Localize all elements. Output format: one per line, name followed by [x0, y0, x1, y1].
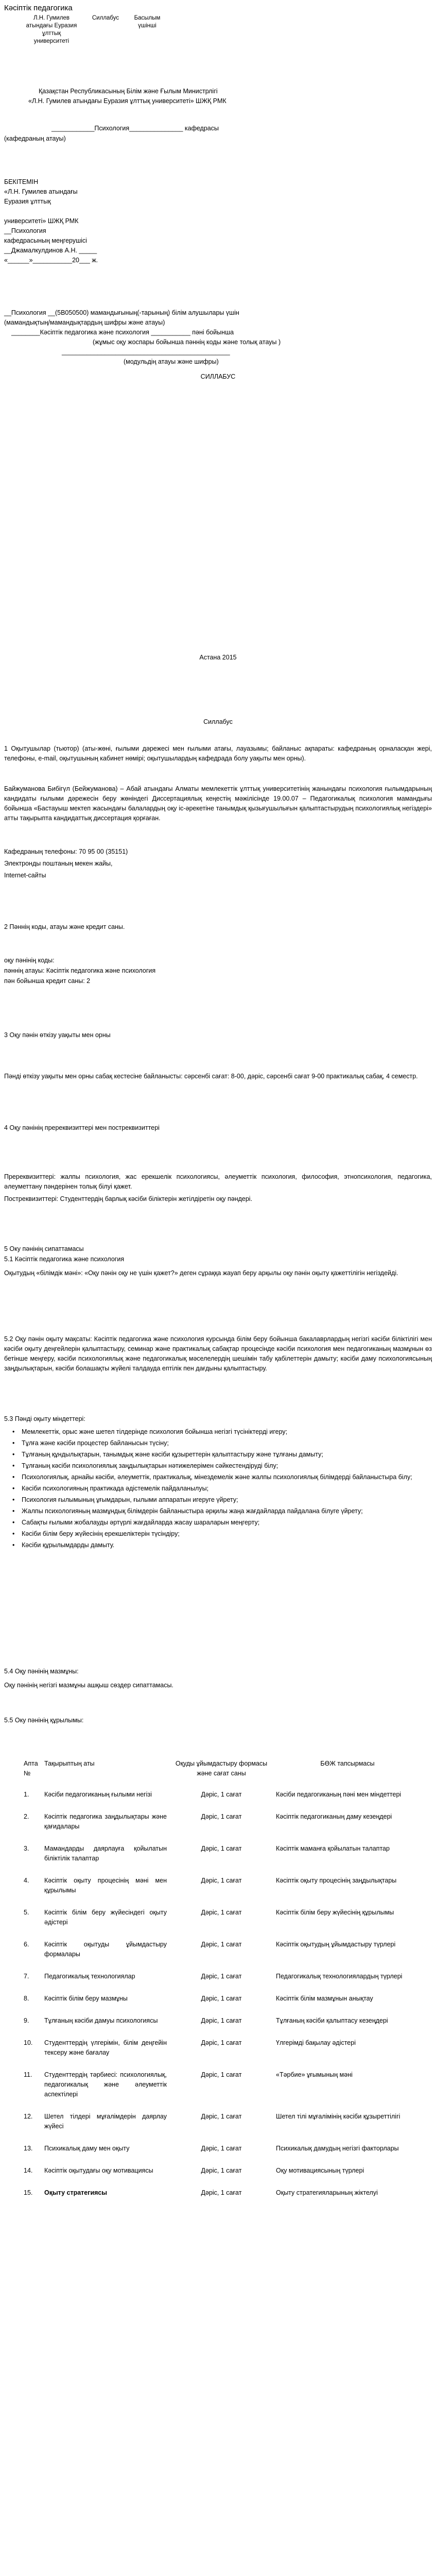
- cell-topic: Кәсіптік білім беру жүйесіндегі оқыту әдістері: [44, 1909, 167, 1926]
- cell-num: 8.: [24, 1995, 29, 2002]
- structure-table-body: [21, 1786, 422, 2206]
- approval-line: Еуразия ұлттық: [4, 198, 51, 205]
- cell-task: Тұлғаның кәсіби қалыптасу кезеңдері: [276, 2017, 388, 2024]
- section3-heading: 3 Оқу пәнін өткізу уақыты мен орны: [4, 1031, 111, 1039]
- cell-form: Дәріс, 1 сағат: [201, 1909, 242, 1916]
- table-row: [21, 2012, 422, 2034]
- cell-topic: Студенттердің тәрбиесі: психологиялық, педагогикалық және әлеуметтік аспектілері: [44, 2071, 167, 2098]
- table-row: [21, 2162, 422, 2184]
- approval-line: «Л.Н. Гумилев атындағы: [4, 188, 78, 195]
- section2-heading: 2 Пәннің коды, атауы және кредит саны.: [4, 923, 125, 930]
- cell-num: 2.: [24, 1813, 29, 1820]
- cell-form: Дәріс, 1 сағат: [201, 2017, 242, 2024]
- header-table: [21, 14, 166, 45]
- structure-table: [21, 1757, 422, 2206]
- cell-topic: Шетел тілдері мұғалімдерін даярлау жүйесі: [44, 2113, 167, 2130]
- teacher-info: Байжуманова Бибігүл (Бейжуманова) – Абай атындағы Алматы мемлекеттік ұлттық университетінің жанындағы психология ғылымдарының кандидаты ғылыми дәрежесін беру жөніндегі Диссертациялық кеңестің мәжілісінде 19.00.07 – Педагогикалық психология мамандығы бойынша «Бастауыш мектеп жасындағы балалардың оқу іс-әрекетіне танымдық қызығушылығын қалыптастырудың психологиялық негіздері» атты тақырыпта кандидаттық диссертация қорғаған.: [4, 785, 432, 822]
- table-row: [21, 2184, 422, 2206]
- task-item: • Тұлға және кәсіби процестер байланысын түсіну;: [22, 1438, 432, 1448]
- cell-task: Оқыту стратегияларының жіктелуі: [276, 2189, 378, 2196]
- course-line: ________Кәсіптік педагогика және психология ___________ пәні бойынша: [11, 329, 234, 336]
- approval-block: [4, 177, 98, 265]
- task-item: • Психологиялық, арнайы кәсіби, әлеуметтік, практикалық, мінездемелік және жалпы психологиялық білімдерді байланыстыра білу;: [22, 1472, 432, 1482]
- header-week: Апта №: [24, 1760, 38, 1777]
- module-line: _______________________________________________: [62, 348, 230, 355]
- cell-form: Дәріс, 1 сағат: [201, 1995, 242, 2002]
- cell-form: Дәріс, 1 сағат: [201, 2145, 242, 2152]
- cover-title: СИЛЛАБУС: [200, 373, 236, 380]
- section52-text: 5.2 Оқу пәнін оқыту мақсаты: Кәсіптік педагогика және психология курсында білім беру бойынша бакалаврлардың негізгі кәсіби біліктілігі мен кәсіби оқыту деңгейлерін қалыптастыру, семинар және практикалық сабақтар процесінде кәсіби психология мен педагогиканың мазмұнын өз бетінше меңгеру, кәсіби психологиялық және педагогикалық мәселелердің шешімін табу қабілеттерін дамыту; кәсіби даму психологиясының заңдылықтарын, кәсіби болашақты жүйелі талдауда ептілік пен дағдыны қалыптастыру.: [4, 1335, 432, 1372]
- cell-num: 3.: [24, 1845, 29, 1852]
- cell-num: 13.: [24, 2145, 33, 2152]
- task-item: • Кәсіби білім беру жүйесінің ерекшеліктерін түсіндіру;: [22, 1529, 432, 1539]
- section51-text: Оқытудың «білімдік мәні»: «Оқу пәнін оқу не үшін қажет?» деген сұраққа жауап беру арқылы оқу пәнін оқыту қажеттілігін негіздейді.: [4, 1269, 398, 1277]
- task-item: • Тұлғаның құндылықтарын, танымдық және кәсіби құзыреттерін қалыптастыру және тұлғаны дамыту;: [22, 1450, 432, 1460]
- cell-topic: Кәсіптік оқыту процесінің мәні мен құрылымы: [44, 1877, 167, 1894]
- cell-num: 7.: [24, 1973, 29, 1980]
- cell-task: Кәсіптік маманға қойылатын талаптар: [276, 1845, 390, 1852]
- header-university: Л.Н. Гумилев атындағы Еуразия ұлттық университеті: [26, 15, 77, 44]
- cell-task: Кәсіптік оқытудың ұйымдастыру түрлері: [276, 1941, 396, 1948]
- cell-topic: Студенттердің үлгерімін, білім деңгейін тексеру және бағалау: [44, 2039, 167, 2056]
- table-row: [21, 1808, 422, 1840]
- course-credits: пән бойынша кредит саны: 2: [4, 977, 91, 985]
- cell-topic: Оқыту стратегиясы: [44, 2189, 108, 2196]
- cell-form: Дәріс, 1 сағат: [201, 1845, 242, 1852]
- section54-text: Оқу пәнінің негізгі мазмұны ашқыш сөздер сипаттамасы.: [4, 1682, 173, 1689]
- cell-num: 14.: [24, 2167, 33, 2174]
- inner-title: Силлабус: [203, 718, 233, 725]
- department-line: ____________Психология_______________ кафедрасы: [51, 125, 219, 132]
- department-caption: (кафедраның атауы): [4, 135, 66, 142]
- cell-task: «Тәрбие» ұғымының мәні: [276, 2071, 353, 2078]
- cell-form: Дәріс, 1 сағат: [201, 1813, 242, 1820]
- schedule-text: Пәнді өткізу уақыты мен орны сабақ кестесіне байланысты: сәрсенбі сағат: 8-00, дәріс, сәрсенбі сағат 9-00 практикалық сабақ, 4 семестр.: [4, 1073, 418, 1080]
- website-label: Internet-сайты: [4, 872, 46, 879]
- cell-topic: Педагогикалық технологиялар: [44, 1973, 135, 1980]
- cell-form: Дәріс, 1 сағат: [201, 1877, 242, 1884]
- table-row: [21, 1968, 422, 1990]
- cell-task: Кәсіптік педагогиканың даму кезеңдері: [276, 1813, 392, 1820]
- cell-num: 9.: [24, 2017, 29, 2024]
- section5-heading: 5 Оку пәнінің сипаттамасы: [4, 1245, 84, 1252]
- cell-task: Кәсіптік білім мазмұнын анықтау: [276, 1995, 373, 2002]
- table-row: [21, 1990, 422, 2012]
- table-row: [21, 2066, 422, 2108]
- cell-topic: Кәсіптік оқытуды ұйымдастыру формалары: [44, 1941, 167, 1958]
- table-row: [21, 1786, 422, 1808]
- document-title: Кәсіптік педагогика: [4, 4, 73, 12]
- cell-task: Кәсіби педагогиканың пәні мен міндеттері: [276, 1791, 402, 1798]
- cell-num: 15.: [24, 2189, 33, 2196]
- prerequisites: Пререквизиттері: жалпы психология, жас ерекшелік психологиясы, әлеуметтік психология, философия, этнопсихология, педагогика, әлеуметтану пәндерінен толық білуі қажет.: [4, 1173, 432, 1190]
- cell-topic: Тұлғаның кәсіби дамуы психологиясы: [44, 2017, 158, 2024]
- cell-num: 12.: [24, 2113, 33, 2120]
- header-form: Оқуды ұйымдастыру формасы және сағат саны: [175, 1760, 268, 1777]
- cell-task: Шетел тілі мұғалімінің кәсіби құзыреттілігі: [276, 2113, 400, 2120]
- module-caption: (модульдің атауы және шифры): [124, 358, 219, 365]
- task-item: • Кәсіби құрылымдарды дамыту.: [22, 1540, 432, 1550]
- cell-task: Оқу мотивациясының түрлері: [276, 2167, 364, 2174]
- approval-date: «______»___________20___ ж.: [4, 257, 98, 264]
- postrequisites: Постреквизиттері: Студенттердің барлық кәсіби біліктерін жетілдіретін оқу пәндері.: [4, 1195, 253, 1202]
- department-phone: Кафедраның телефоны: 70 95 00 (35151): [4, 848, 128, 855]
- cell-topic: Мамандарды даярлауға қойылатын біліктілік талаптар: [44, 1845, 167, 1862]
- approval-signature: __Джамалкулдинов А.Н. _____: [4, 247, 97, 254]
- task-item: • Мемлекеттік, орыс және шетел тілдерінде психология бойынша негізгі түсініктерді игеру;: [22, 1427, 432, 1437]
- approval-line: __Психология: [4, 227, 46, 234]
- table-row: [21, 1872, 422, 1904]
- cell-task: Үлгерімді бақылау әдістері: [276, 2039, 356, 2046]
- cell-form: Дәріс, 1 сағат: [201, 2113, 242, 2120]
- cell-topic: Психикалық даму мен оқыту: [44, 2145, 130, 2152]
- university-full-name: «Л.Н. Гумилев атындағы Еуразия ұлттық университеті» ШЖҚ РМК: [28, 97, 226, 105]
- table-row: [21, 2034, 422, 2066]
- course-caption: (жұмыс оқу жоспары бойынша пәннің коды және толық атауы ): [93, 338, 281, 346]
- section53-heading: 5.3 Пәнді оқыту міндеттері:: [4, 1415, 85, 1422]
- table-row: [21, 1904, 422, 1936]
- section51-heading: 5.1 Кәсіптік педагогика және психология: [4, 1256, 125, 1263]
- table-row: [21, 2140, 422, 2162]
- cell-topic: Кәсіптік педагогика заңдылықтары және қағидалары: [44, 1813, 167, 1830]
- cell-num: 6.: [24, 1941, 29, 1948]
- cell-task: Кәсіптік оқыту процесінің заңдылықтары: [276, 1877, 397, 1884]
- cell-topic: Кәсіби педагогиканың ғылыми негізі: [44, 1791, 152, 1798]
- table-row: [21, 1840, 422, 1872]
- approval-line: университеті» ШЖҚ РМК: [4, 217, 79, 225]
- cell-num: 5.: [24, 1909, 29, 1916]
- cell-form: Дәріс, 1 сағат: [201, 2039, 242, 2046]
- ministry-name: Қазақстан Республикасының Білім және Ғылым Министрлігі: [39, 88, 218, 95]
- cell-num: 4.: [24, 1877, 29, 1884]
- task-item: • Психология ғылымының ұғымдарын, ғылыми аппаратын игеруге үйрету;: [22, 1495, 432, 1505]
- cell-form: Дәріс, 1 сағат: [201, 2071, 242, 2078]
- header-topic: Тақырыптың аты: [44, 1760, 95, 1767]
- approval-title: БЕКІТЕМІН: [4, 178, 39, 185]
- cell-task: Психикалық дамудың негізгі факторлары: [276, 2145, 399, 2152]
- section54-heading: 5.4 Оқу пәнінің мазмұны:: [4, 1668, 79, 1675]
- approval-line: кафедрасының меңгерушісі: [4, 237, 87, 244]
- cell-num: 10.: [24, 2039, 33, 2046]
- course-name: пәннің атауы: Кәсіптік педагогика және психология: [4, 967, 156, 974]
- section4-heading: 4 Оқу пәнінің пререквизиттері мен постреквизиттері: [4, 1124, 160, 1131]
- table-row: [21, 2108, 422, 2140]
- task-item: • Кәсіби психологияның практикада әдістемелік пайдаланылуы;: [22, 1484, 432, 1494]
- cell-topic: Кәсіптік оқытудағы оқу мотивациясы: [44, 2167, 153, 2174]
- task-item: • Сабақты ғылыми жобалауды әртүрлі жағдайларда жасау шараларын меңгерту;: [22, 1518, 432, 1528]
- section1-heading: 1 Оқытушылар (тьютор) (аты-жөні, ғылыми дәрежесі мен ғылыми атағы, лауазымы; байланыс ақпараты: кафедраның орналасқан жері, телефоны, e-mail, оқытушының кабинет нөмірі; оқытушылардың кафедрада болу уақыты мен орны).: [4, 745, 432, 762]
- city-year: Астана 2015: [199, 654, 237, 661]
- cell-form: Дәріс, 1 сағат: [201, 2167, 242, 2174]
- header-doc-type: Силлабус: [92, 15, 119, 21]
- table-header-row: [21, 1757, 422, 1786]
- cell-form: Дәріс, 1 сағат: [201, 1791, 242, 1798]
- cell-num: 1.: [24, 1791, 29, 1798]
- table-row: [21, 1936, 422, 1968]
- cell-task: Педагогикалық технологиялардың түрлері: [276, 1973, 403, 1980]
- cell-form: Дәріс, 1 сағат: [201, 1941, 242, 1948]
- task-item: • Жалпы психологияның мазмұндық білімдерін байланыстыра әрқилы жаңа жағдайларда пайдалана білуге үйрету;: [22, 1506, 432, 1516]
- course-code: оқу пәнінің коды:: [4, 957, 55, 964]
- specialty-line: __Психология __(5В050500) мамандығының(-тарының) білім алушылары үшін: [4, 309, 239, 316]
- tasks-list: [4, 1427, 432, 1550]
- email-label: Электронды поштаның мекен жайы,: [4, 860, 113, 867]
- cell-form: Дәріс, 1 сағат: [201, 2189, 242, 2196]
- specialty-caption: (мамандықтың/мамандықтардың шифры және атауы): [4, 319, 165, 326]
- task-item: • Тұлғаның кәсіби психологиялық заңдылықтарын нәтижелерімен сәйкестендіруді білу;: [22, 1461, 432, 1471]
- tasks-list-wrapper: [4, 1427, 432, 1552]
- header-edition: Басылым үшінші: [134, 15, 161, 29]
- cell-topic: Кәсіптік білім беру мазмұны: [44, 1995, 128, 2002]
- section55-heading: 5.5 Оку пәнінің құрылымы:: [4, 1717, 84, 1724]
- cell-form: Дәріс, 1 сағат: [201, 1973, 242, 1980]
- cell-num: 11.: [24, 2071, 32, 2078]
- cell-task: Кәсіптік білім беру жүйесінің құрылымы: [276, 1909, 394, 1916]
- header-task: БӨЖ тапсырмасы: [320, 1760, 375, 1767]
